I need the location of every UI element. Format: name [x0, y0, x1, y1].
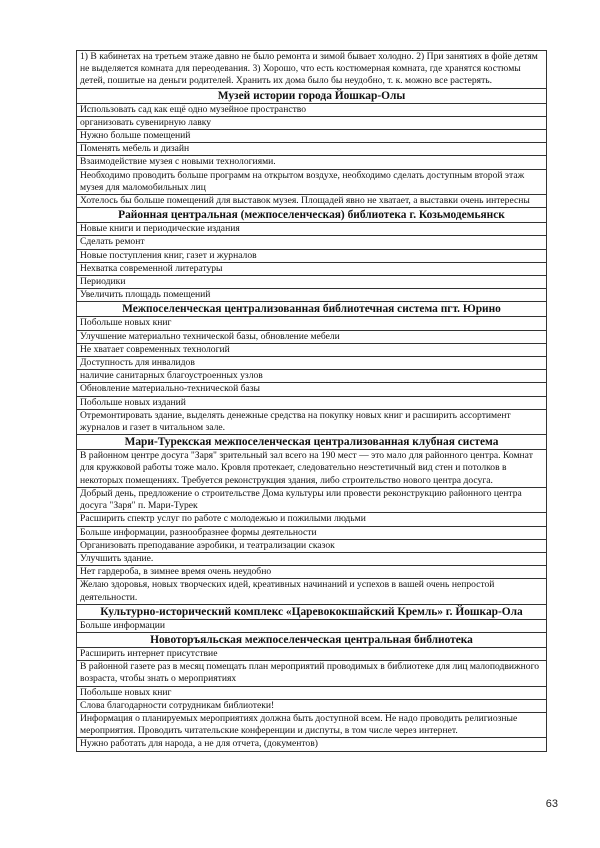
- table-cell: В районной газете раз в месяц помещать план мероприятий проводимых в библиотеке для лиц малоподвижного возраста, чтобы знать о мероприятиях: [77, 661, 547, 686]
- table-cell: 1) В кабинетах на третьем этаже давно не было ремонта и зимой бывает холодно. 2) При занятиях в фойе детям не выделяется комната для переодевания. 3) Хорошо, что есть костюмерная комната, где хранятся костюмы детей, пошитые на деньги родителей. Хранить их дома было бы неудобно, т. к. можно все растерять.: [77, 51, 547, 89]
- table-cell: Новые книги и периодические издания: [77, 223, 547, 236]
- table-row: [77, 539, 547, 552]
- table-row: [77, 647, 547, 660]
- table-cell: Хотелось бы больше помещений для выставок музея. Площадей явно не хватает, а выставки очень интересны: [77, 195, 547, 208]
- table-cell: Не хватает современных технологий: [77, 343, 547, 356]
- table-cell: Обновление материально-технической базы: [77, 383, 547, 396]
- table-cell: Увеличить площадь помещений: [77, 289, 547, 302]
- table-row: [77, 579, 547, 604]
- section-heading-row: [77, 88, 547, 103]
- table-row: [77, 738, 547, 751]
- table-cell: Использовать сад как ещё одно музейное пространство: [77, 103, 547, 116]
- table-cell: Отремонтировать здание, выделять денежные средства на покупку новых книг и расширить ассортимент журналов и газет в читальном зале.: [77, 409, 547, 434]
- table-row: [77, 289, 547, 302]
- table-row: [77, 370, 547, 383]
- table-row: [77, 661, 547, 686]
- table-row: [77, 513, 547, 526]
- table-row: [77, 619, 547, 632]
- section-heading: Районная центральная (межпоселенческая) библиотека г. Козьмодемьянск: [77, 208, 547, 223]
- table-cell: Улучшение материально технической базы, обновление мебели: [77, 330, 547, 343]
- table-cell: Взаимодействие музея с новыми технологиями.: [77, 156, 547, 169]
- table-row: [77, 526, 547, 539]
- table-row: [77, 712, 547, 737]
- table-row: [77, 343, 547, 356]
- table-row: [77, 195, 547, 208]
- table-cell: наличие санитарных благоустроенных узлов: [77, 370, 547, 383]
- table-row: [77, 262, 547, 275]
- table-row: [77, 383, 547, 396]
- table-row: [77, 156, 547, 169]
- table-cell: Нет гардероба, в зимнее время очень неудобно: [77, 566, 547, 579]
- table-row: [77, 699, 547, 712]
- table-row: [77, 487, 547, 512]
- section-heading-row: [77, 435, 547, 450]
- section-heading-row: [77, 302, 547, 317]
- table-row: [77, 450, 547, 488]
- table-cell: Побольше новых книг: [77, 686, 547, 699]
- table-row: [77, 317, 547, 330]
- table-cell: Расширить спектр услуг по работе с молодежью и пожилыми людьми: [77, 513, 547, 526]
- section-heading-row: [77, 604, 547, 619]
- table-row: [77, 566, 547, 579]
- table-row: [77, 686, 547, 699]
- table-row: [77, 330, 547, 343]
- table-row: [77, 116, 547, 129]
- table-row: [77, 51, 547, 89]
- table-cell: организовать сувенирную лавку: [77, 116, 547, 129]
- section-heading: Музей истории города Йошкар-Олы: [77, 88, 547, 103]
- table-cell: Доступность для инвалидов: [77, 357, 547, 370]
- table-cell: Периодики: [77, 276, 547, 289]
- table-cell: Улучшить здание.: [77, 552, 547, 565]
- table-cell: Новые поступления книг, газет и журналов: [77, 249, 547, 262]
- table-cell: Необходимо проводить больше программ на открытом воздухе, необходимо сделать доступным второй этаж музея для маломобильных лиц: [77, 169, 547, 194]
- table-cell: Расширить интернет присутствие: [77, 647, 547, 660]
- section-heading: Культурно-исторический комплекс «Царевококшайский Кремль» г. Йошкар-Ола: [77, 604, 547, 619]
- table-row: [77, 357, 547, 370]
- section-heading: Мари-Турекская межпоселенческая централизованная клубная система: [77, 435, 547, 450]
- section-heading: Межпоселенческая централизованная библиотечная система пгт. Юрино: [77, 302, 547, 317]
- table-row: [77, 103, 547, 116]
- table-cell: В районном центре досуга "Заря" зрительный зал всего на 190 мест — это мало для районного центра. Комнат для кружковой работы тоже мало. Кровля протекает, следовательно неэстетичный вид стен и потолков в некоторых помещениях. Требуется реконструкция здания, либо строительство нового центра досуга.: [77, 450, 547, 488]
- table-row: [77, 396, 547, 409]
- table-cell: Слова благодарности сотрудникам библиотеки!: [77, 699, 547, 712]
- table-cell: Нужно больше помещений: [77, 130, 547, 143]
- table-row: [77, 130, 547, 143]
- table-cell: Побольше новых книг: [77, 317, 547, 330]
- table-cell: Нехватка современной литературы: [77, 262, 547, 275]
- table-cell: Желаю здоровья, новых творческих идей, креативных начинаний и успехов в вашей очень непростой деятельности.: [77, 579, 547, 604]
- section-heading-row: [77, 208, 547, 223]
- table-row: [77, 249, 547, 262]
- table-row: [77, 552, 547, 565]
- table-cell: Больше информации, разнообразнее формы деятельности: [77, 526, 547, 539]
- table-cell: Побольше новых изданий: [77, 396, 547, 409]
- section-heading: Новоторъяльская межпоселенческая центральная библиотека: [77, 632, 547, 647]
- table-row: [77, 223, 547, 236]
- table-row: [77, 169, 547, 194]
- table-cell: Добрый день, предложение о строительстве Дома культуры или провести реконструкцию районного центра досуга "Заря" п. Мари-Турек: [77, 487, 547, 512]
- table-cell: Поменять мебель и дизайн: [77, 143, 547, 156]
- section-heading-row: [77, 632, 547, 647]
- table-cell: Организовать преподавание аэробики, и театрализации сказок: [77, 539, 547, 552]
- table-cell: Информация о планируемых мероприятиях должна быть доступной всем. Не надо проводить религиозные мероприятия. Проводить читательские конференции и диспуты, в том числе через интернет.: [77, 712, 547, 737]
- table-row: [77, 276, 547, 289]
- table-row: [77, 409, 547, 434]
- table-cell: Больше информации: [77, 619, 547, 632]
- table-row: [77, 143, 547, 156]
- table-cell: Сделать ремонт: [77, 236, 547, 249]
- table-cell: Нужно работать для народа, а не для отчета, (документов): [77, 738, 547, 751]
- survey-table: [76, 50, 547, 752]
- page-number: 63: [545, 798, 558, 810]
- table-row: [77, 236, 547, 249]
